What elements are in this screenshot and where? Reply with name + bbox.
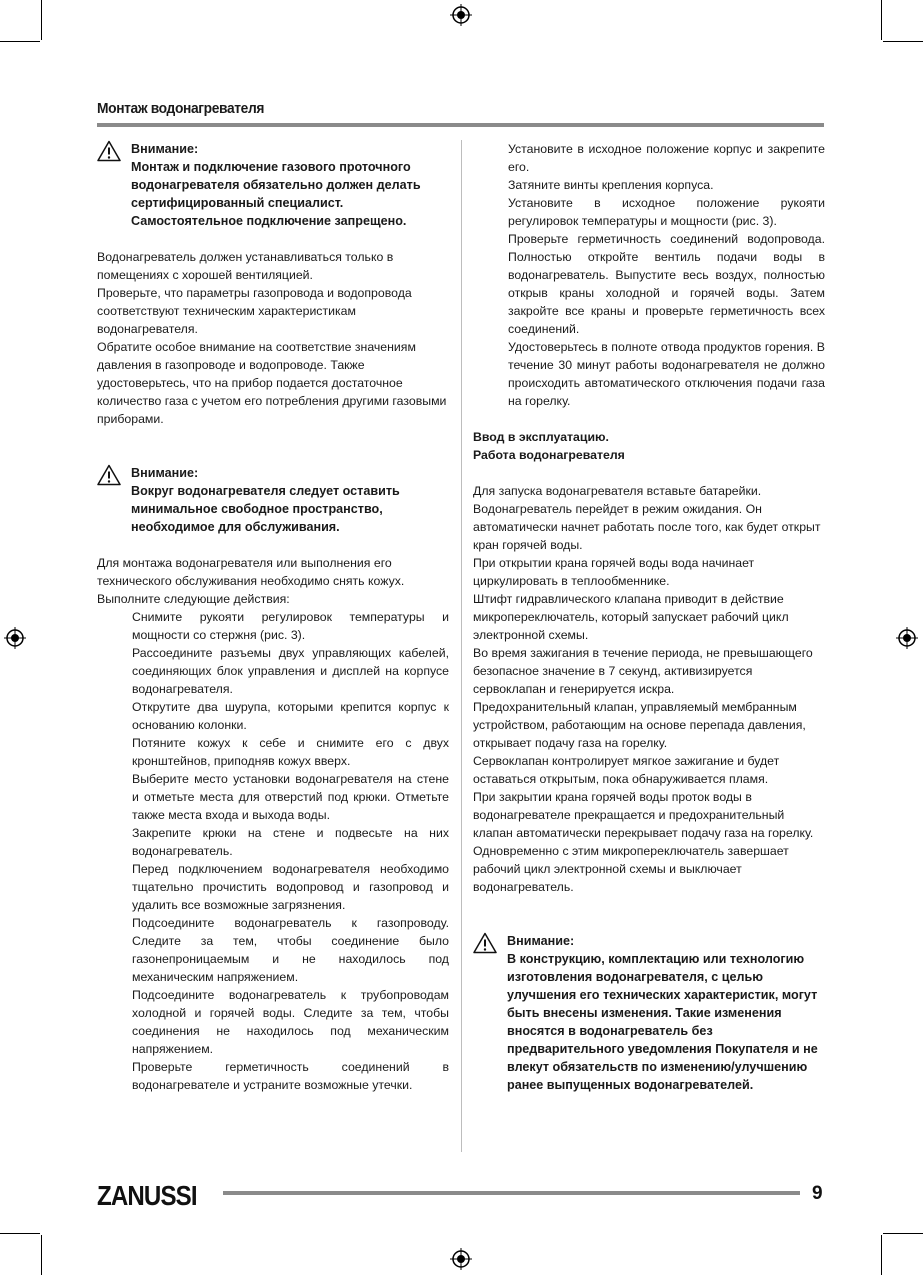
warning-title: Внимание: xyxy=(131,466,199,480)
paragraph: Проверьте, что параметры газопровода и водопровода соответствуют техническим характеристикам водонагревателя. xyxy=(97,286,412,336)
warning-triangle-icon xyxy=(97,464,121,486)
step-item: Установите в исходное положение рукояти регулировок температуры и мощности (рис. 3). xyxy=(508,196,825,228)
step-item: Установите в исходное положение корпус и закрепите его. xyxy=(508,142,825,174)
crop-mark xyxy=(883,41,923,42)
crop-mark xyxy=(883,1233,923,1234)
crop-mark xyxy=(41,1235,42,1275)
warning-text: Вокруг водонагревателя следует оставить минимальное свободное пространство, необходимое для обслуживания. xyxy=(131,484,400,534)
left-column xyxy=(97,140,449,1094)
subsection-heading: Ввод в эксплуатацию. xyxy=(473,430,609,444)
registration-mark-icon xyxy=(4,627,26,649)
registration-mark-icon xyxy=(450,1248,472,1270)
step-item: Проверьте герметичность соединений водопровода. Полностью откройте вентиль подачи воды в водонагреватель. Выпустите весь воздух, полностью открыв краны холодной и горячей воды. Затем закройте все краны и проверьте герметичность всех соединений. xyxy=(508,232,825,336)
warning-text: В конструкцию, комплектацию или технологию изготовления водонагревателя, с целью улучшения его технических характеристик, могут быть внесены изменения. Такие изменения вносятся в водонагреватель без предварительного уведомления Покупателя и не влекут обязательств по изменению/улучшению ранее выпущенных водонагревателей. xyxy=(507,952,818,1092)
warning-box xyxy=(97,140,449,230)
step-item: Удостоверьтесь в полноте отвода продуктов горения. В течение 30 минут работы водонагревателя не должно происходить автоматического отключения подачи газа на горелку. xyxy=(508,340,825,408)
step-item: Перед подключением водонагревателя необходимо тщательно прочистить водопровод и газопровод и удалить все возможные загрязнения. xyxy=(132,862,449,912)
step-item: Выберите место установки водонагревателя на стене и отметьте места для отверстий под крюки. Отметьте также места входа и выхода воды. xyxy=(132,772,449,822)
paragraph: Для монтажа водонагревателя или выполнения его технического обслуживания необходимо снять кожух. xyxy=(97,556,405,588)
paragraph: Водонагреватель должен устанавливаться только в помещениях с хорошей вентиляцией. xyxy=(97,250,394,282)
paragraph: Одновременно с этим микропереключатель завершает рабочий цикл электронной схемы и выключает водонагреватель. xyxy=(473,844,789,894)
paragraph: Предохранительный клапан, управляемый мембранным устройством, работающим на основе перепада давления, открывает подачу газа на горелку. xyxy=(473,700,806,750)
column-divider xyxy=(461,140,462,1152)
step-item: Закрепите крюки на стене и подвесьте на них водонагреватель. xyxy=(132,826,449,858)
paragraph: Сервоклапан контролирует мягкое зажигание и будет оставаться открытым, пока обнаруживается пламя. xyxy=(473,754,780,786)
step-item: Потяните кожух к себе и снимите его с двух кронштейнов, приподняв кожух вверх. xyxy=(132,736,449,768)
paragraph: Штифт гидравлического клапана приводит в действие микропереключатель, который запускает рабочий цикл электронной схемы. xyxy=(473,592,789,642)
page-number: 9 xyxy=(812,1183,823,1204)
subsection-heading: Работа водонагревателя xyxy=(473,448,625,462)
paragraph: При открытии крана горячей воды вода начинает циркулировать в теплообменнике. xyxy=(473,556,755,588)
warning-title: Внимание: xyxy=(131,142,199,156)
step-item: Проверьте герметичность соединений в водонагревателе и устраните возможные утечки. xyxy=(132,1060,449,1092)
paragraph: Во время зажигания в течение периода, не превышающего безопасное значение в 7 секунд, активизируется сервоклапан и генерируется искра. xyxy=(473,646,813,696)
step-item: Снимите рукояти регулировок температуры и мощности со стержня (рис. 3). xyxy=(132,610,449,642)
crop-mark xyxy=(0,1233,40,1234)
warning-text: Монтаж и подключение газового проточного водонагревателя обязательно должен делать сертифицированный специалист. Самостоятельное подключение запрещено. xyxy=(131,160,421,228)
registration-mark-icon xyxy=(450,4,472,26)
crop-mark xyxy=(881,1235,882,1275)
warning-triangle-icon xyxy=(97,140,121,162)
step-item: Открутите два шурупа, которыми крепится корпус к основанию колонки. xyxy=(132,700,449,732)
warning-box xyxy=(473,932,825,1094)
header-rule xyxy=(97,123,824,127)
brand-logo: ZANUSSI xyxy=(97,1180,197,1211)
crop-mark xyxy=(41,0,42,40)
footer-rule xyxy=(223,1191,800,1195)
step-item: Рассоедините разъемы двух управляющих кабелей, соединяющих блок управления и дисплей на корпусе водонагревателя. xyxy=(132,646,449,696)
section-title: Монтаж водонагревателя xyxy=(97,100,265,117)
paragraph: Обратите особое внимание на соответствие значениям давления в газопроводе и водопроводе. Также удостоверьтесь, что на прибор подается достаточное количество газа с учетом его потребления другими газовыми приборами. xyxy=(97,340,447,426)
paragraph: При закрытии крана горячей воды проток воды в водонагревателе прекращается и предохранительный клапан автоматически перекрывает подачу газа на горелку. xyxy=(473,790,814,840)
crop-mark xyxy=(881,0,882,40)
step-item: Подсоедините водонагреватель к газопроводу. Следите за тем, чтобы соединение было газонепроницаемым и не находилось под механическим напряжением. xyxy=(132,916,449,984)
registration-mark-icon xyxy=(896,627,918,649)
paragraph: Для запуска водонагревателя вставьте батарейки. Водонагреватель перейдет в режим ожидания. Он автоматически начнет работать после того, как будет открыт кран горячей воды. xyxy=(473,484,821,552)
paragraph: Выполните следующие действия: xyxy=(97,592,290,606)
right-column xyxy=(473,140,825,1094)
crop-mark xyxy=(0,41,40,42)
step-item: Затяните винты крепления корпуса. xyxy=(508,178,714,192)
step-item: Подсоедините водонагреватель к трубопроводам холодной и горячей воды. Следите за тем, чтобы соединения не находилось под механическим напряжением. xyxy=(132,988,449,1056)
warning-title: Внимание: xyxy=(507,934,575,948)
warning-triangle-icon xyxy=(473,932,497,954)
warning-box xyxy=(97,464,449,536)
